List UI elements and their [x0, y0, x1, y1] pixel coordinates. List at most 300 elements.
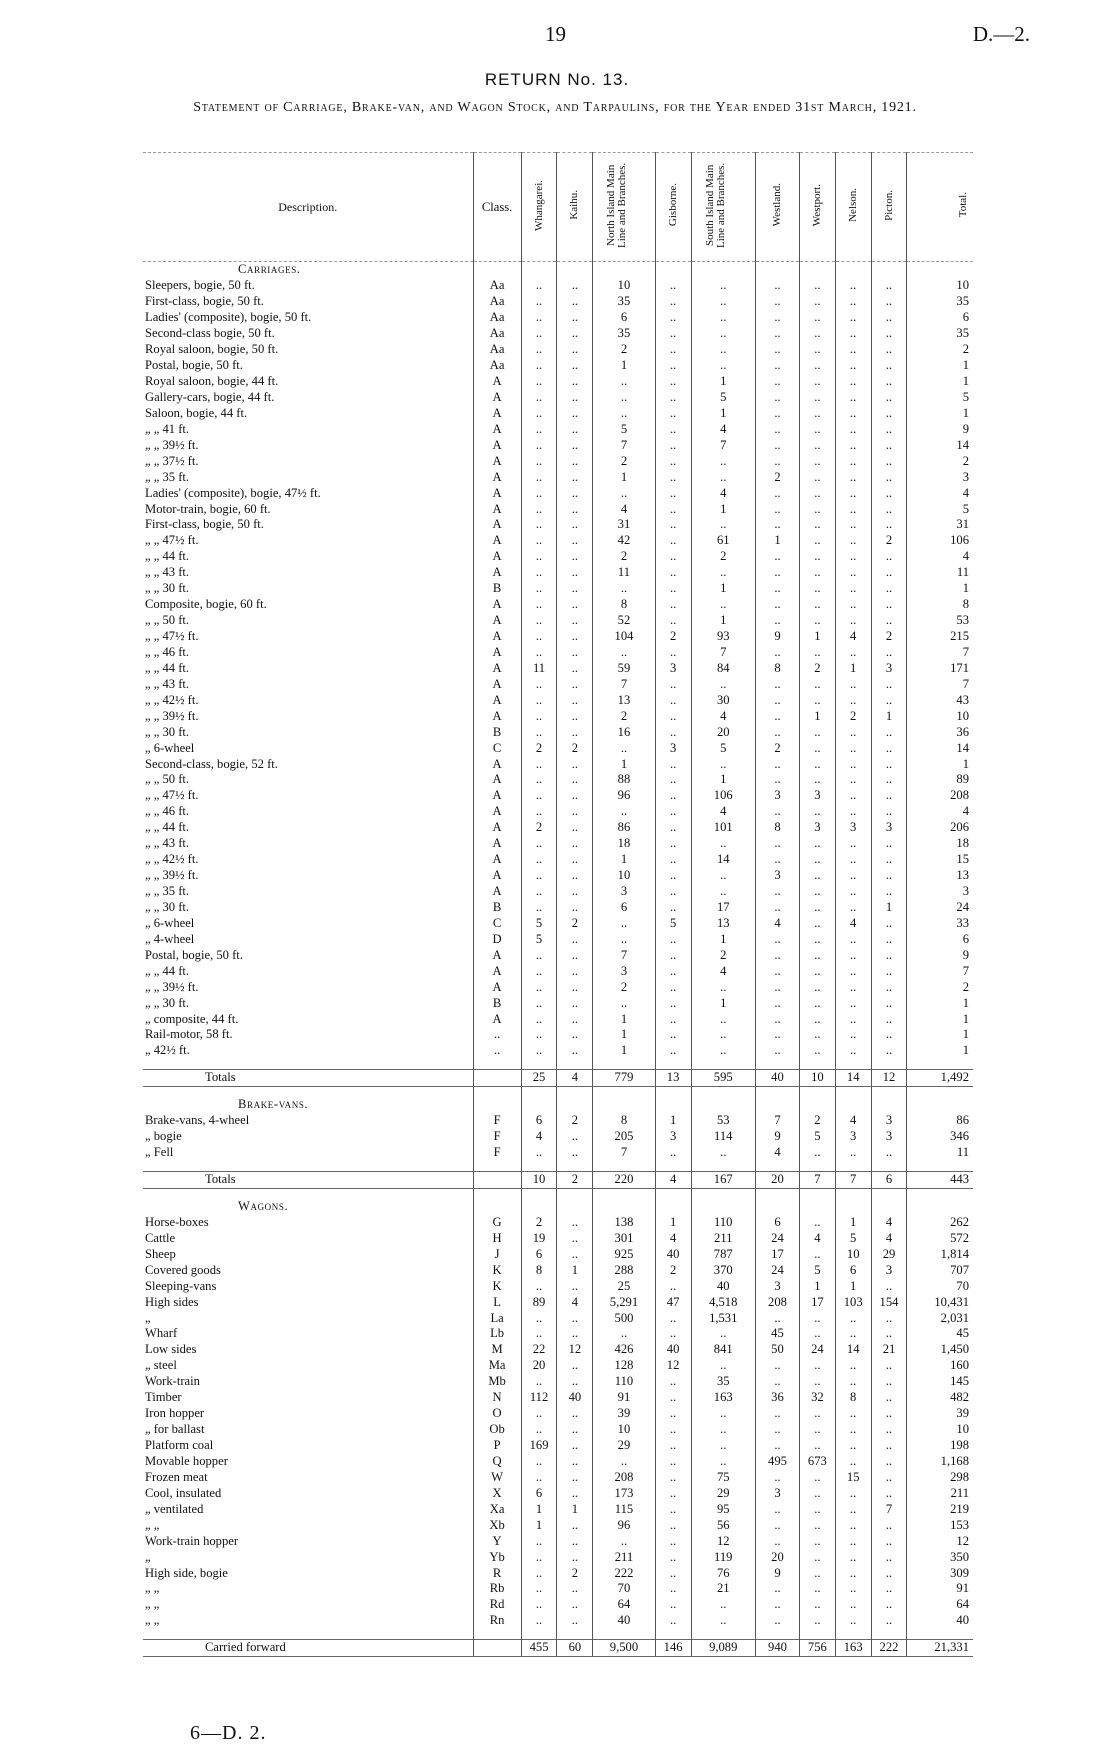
row-description: Horse-boxes: [145, 1214, 209, 1229]
row-value: 17: [799, 1294, 835, 1310]
row-value: 104: [593, 629, 655, 645]
table-row: [143, 485, 973, 501]
row-value: 3: [593, 963, 655, 979]
header-westport-label: Westport.: [810, 183, 823, 227]
row-value: ..: [557, 1129, 593, 1145]
row-value: ..: [593, 915, 655, 931]
totals-value: 7: [799, 1171, 835, 1188]
row-value: ..: [755, 1374, 799, 1390]
row-class: A: [473, 868, 521, 884]
totals-value: 4: [557, 1069, 593, 1086]
row-class: F: [473, 1113, 521, 1129]
row-value: ..: [557, 1145, 593, 1161]
row-value: ..: [557, 437, 593, 453]
row-value: 76: [691, 1565, 755, 1581]
row-value: 17: [755, 1246, 799, 1262]
empty-cell: [871, 1199, 907, 1215]
row-value: 35: [691, 1374, 755, 1390]
row-class: A: [473, 629, 521, 645]
empty-cell: [473, 1069, 521, 1086]
row-value: 88: [593, 772, 655, 788]
row-description: Work-train hopper: [145, 1533, 239, 1548]
row-value: 1: [593, 756, 655, 772]
row-value: ..: [521, 1027, 557, 1043]
row-description: „: [145, 1549, 151, 1564]
row-value: ..: [557, 1043, 593, 1059]
spacer-cell: [655, 1188, 691, 1199]
row-value: ..: [655, 1438, 691, 1454]
table-row: [143, 1501, 973, 1517]
row-description: „ „ 35 ft.: [145, 469, 190, 484]
empty-cell: [655, 1097, 691, 1113]
row-value: ..: [521, 485, 557, 501]
row-total: 1: [907, 358, 973, 374]
header-nelson: [835, 153, 871, 262]
row-value: 50: [755, 1342, 799, 1358]
row-value: ..: [799, 374, 835, 390]
row-value: 19: [521, 1230, 557, 1246]
totals-value: 222: [871, 1639, 907, 1656]
row-total: 1: [907, 581, 973, 597]
row-value: ..: [655, 565, 691, 581]
row-value: ..: [835, 788, 871, 804]
row-class: C: [473, 740, 521, 756]
row-class: Xa: [473, 1501, 521, 1517]
row-total: 1: [907, 405, 973, 421]
row-value: ..: [521, 517, 557, 533]
row-class: A: [473, 772, 521, 788]
row-value: 20: [691, 724, 755, 740]
empty-cell: [691, 1097, 755, 1113]
row-value: 7: [593, 947, 655, 963]
row-total: 1,814: [907, 1246, 973, 1262]
row-value: ..: [655, 1597, 691, 1613]
row-value: ..: [691, 884, 755, 900]
empty-cell: [521, 1097, 557, 1113]
row-value: ..: [755, 1613, 799, 1629]
row-value: 2: [655, 629, 691, 645]
row-value: 95: [691, 1501, 755, 1517]
spacer-cell: [799, 1188, 835, 1199]
spacer-row: [143, 1188, 973, 1199]
row-value: ..: [835, 1406, 871, 1422]
table-row: [143, 979, 973, 995]
row-total: 262: [907, 1214, 973, 1230]
row-value: 40: [593, 1613, 655, 1629]
row-value: 1: [521, 1501, 557, 1517]
row-description: „ „ 44 ft.: [145, 820, 190, 835]
row-value: ..: [755, 931, 799, 947]
spacer-cell: [593, 1629, 655, 1640]
row-value: 91: [593, 1390, 655, 1406]
table-row: [143, 565, 973, 581]
row-value: ..: [799, 613, 835, 629]
totals-label: Totals: [143, 1171, 473, 1188]
table-row: [143, 1406, 973, 1422]
row-value: 2: [557, 915, 593, 931]
row-value: ..: [557, 1438, 593, 1454]
row-value: ..: [691, 1326, 755, 1342]
row-value: ..: [521, 421, 557, 437]
row-class: A: [473, 374, 521, 390]
totals-value: 779: [593, 1069, 655, 1086]
row-total: 198: [907, 1438, 973, 1454]
row-value: ..: [835, 979, 871, 995]
row-value: 1: [835, 1278, 871, 1294]
row-value: ..: [557, 310, 593, 326]
row-description: Iron hopper: [145, 1406, 205, 1421]
row-value: ..: [755, 852, 799, 868]
row-value: ..: [835, 1565, 871, 1581]
totals-value: 25: [521, 1069, 557, 1086]
row-value: ..: [799, 1310, 835, 1326]
row-value: ..: [521, 437, 557, 453]
row-value: ..: [521, 868, 557, 884]
table-row: [143, 868, 973, 884]
spacer-cell: [473, 1059, 521, 1070]
row-value: ..: [655, 1043, 691, 1059]
row-value: ..: [521, 947, 557, 963]
row-value: 25: [593, 1278, 655, 1294]
row-class: F: [473, 1145, 521, 1161]
row-value: ..: [835, 645, 871, 661]
spacer-cell: [143, 1188, 473, 1199]
row-description: „ „ 47½ ft.: [145, 788, 199, 803]
row-value: ..: [755, 1406, 799, 1422]
row-value: ..: [755, 1422, 799, 1438]
spacer-cell: [691, 1629, 755, 1640]
row-value: 3: [755, 868, 799, 884]
row-value: ..: [835, 724, 871, 740]
row-value: ..: [521, 358, 557, 374]
table-row: [143, 629, 973, 645]
row-value: ..: [655, 979, 691, 995]
row-value: 17: [691, 900, 755, 916]
row-value: ..: [557, 405, 593, 421]
row-class: A: [473, 979, 521, 995]
row-value: 2: [755, 740, 799, 756]
table-row: [143, 613, 973, 629]
row-description: „ „ 46 ft.: [145, 644, 190, 659]
row-value: ..: [871, 278, 907, 294]
row-value: ..: [835, 804, 871, 820]
row-class: O: [473, 1406, 521, 1422]
totals-value: 220: [593, 1171, 655, 1188]
row-total: 8: [907, 597, 973, 613]
row-value: 4: [871, 1230, 907, 1246]
row-value: ..: [557, 613, 593, 629]
row-value: ..: [655, 278, 691, 294]
row-value: ..: [557, 852, 593, 868]
row-value: ..: [755, 1469, 799, 1485]
row-value: ..: [871, 915, 907, 931]
row-value: ..: [871, 1565, 907, 1581]
row-value: ..: [799, 1214, 835, 1230]
row-value: ..: [655, 549, 691, 565]
row-value: ..: [691, 1438, 755, 1454]
row-value: 21: [691, 1581, 755, 1597]
row-value: 2: [521, 820, 557, 836]
row-value: 1: [557, 1262, 593, 1278]
spacer-cell: [835, 1188, 871, 1199]
row-value: 1: [655, 1113, 691, 1129]
row-value: ..: [691, 676, 755, 692]
totals-value: 7: [835, 1171, 871, 1188]
row-value: ..: [755, 836, 799, 852]
spacer-cell: [557, 1161, 593, 1172]
row-value: ..: [799, 485, 835, 501]
row-value: 8: [755, 820, 799, 836]
row-value: ..: [835, 963, 871, 979]
spacer-cell: [593, 1059, 655, 1070]
row-description: First-class, bogie, 50 ft.: [145, 517, 264, 532]
row-class: A: [473, 708, 521, 724]
row-value: ..: [521, 390, 557, 406]
empty-cell: [799, 262, 835, 278]
table-row: [143, 1214, 973, 1230]
row-description: „ „ 47½ ft.: [145, 533, 199, 548]
row-value: 12: [691, 1533, 755, 1549]
row-value: ..: [799, 597, 835, 613]
row-value: ..: [521, 708, 557, 724]
row-value: 61: [691, 533, 755, 549]
header-total-label: Total.: [957, 192, 969, 218]
row-value: ..: [521, 597, 557, 613]
row-description: Second-class, bogie, 52 ft.: [145, 756, 278, 771]
row-value: ..: [557, 676, 593, 692]
row-value: ..: [799, 1043, 835, 1059]
row-class: Rd: [473, 1597, 521, 1613]
row-value: ..: [799, 756, 835, 772]
row-value: ..: [871, 947, 907, 963]
row-value: ..: [835, 326, 871, 342]
row-value: ..: [799, 390, 835, 406]
totals-value: 146: [655, 1639, 691, 1656]
row-value: 36: [755, 1390, 799, 1406]
table-row: [143, 358, 973, 374]
spacer-cell: [871, 1188, 907, 1199]
row-value: ..: [871, 1310, 907, 1326]
row-value: 1: [835, 660, 871, 676]
row-value: ..: [557, 708, 593, 724]
row-value: 2: [799, 1113, 835, 1129]
row-value: ..: [557, 995, 593, 1011]
row-class: B: [473, 995, 521, 1011]
row-value: 6: [835, 1262, 871, 1278]
row-value: 2: [799, 660, 835, 676]
totals-value: 9,089: [691, 1639, 755, 1656]
table-row: [143, 1485, 973, 1501]
row-class: A: [473, 645, 521, 661]
row-value: 4: [655, 1230, 691, 1246]
table-row: [143, 278, 973, 294]
row-value: 2: [521, 740, 557, 756]
row-description: First-class, bogie, 50 ft.: [145, 294, 264, 309]
row-value: ..: [691, 1597, 755, 1613]
table-row: [143, 884, 973, 900]
totals-value: 6: [871, 1171, 907, 1188]
row-value: ..: [655, 1027, 691, 1043]
row-value: ..: [871, 1374, 907, 1390]
row-value: 3: [799, 820, 835, 836]
row-description: „ bogie: [145, 1129, 182, 1144]
row-class: A: [473, 390, 521, 406]
row-description: „ Fell: [145, 1145, 174, 1160]
row-value: ..: [655, 326, 691, 342]
row-value: ..: [521, 1565, 557, 1581]
row-total: 11: [907, 1145, 973, 1161]
row-value: ..: [521, 1145, 557, 1161]
row-value: ..: [799, 772, 835, 788]
row-value: ..: [655, 1406, 691, 1422]
row-value: ..: [799, 947, 835, 963]
spacer-cell: [655, 1086, 691, 1097]
row-class: Aa: [473, 358, 521, 374]
row-total: 1: [907, 756, 973, 772]
row-value: ..: [655, 1469, 691, 1485]
row-class: Rn: [473, 1613, 521, 1629]
empty-cell: [755, 1097, 799, 1113]
row-value: ..: [871, 405, 907, 421]
table-row: [143, 1549, 973, 1565]
spacer-cell: [143, 1086, 473, 1097]
row-value: 84: [691, 660, 755, 676]
row-total: 206: [907, 820, 973, 836]
spacer-cell: [907, 1161, 973, 1172]
row-value: ..: [871, 772, 907, 788]
row-value: ..: [691, 1358, 755, 1374]
spacer-cell: [557, 1059, 593, 1070]
row-class: A: [473, 469, 521, 485]
row-value: ..: [557, 629, 593, 645]
row-class: N: [473, 1390, 521, 1406]
row-description: „ „ 39½ ft.: [145, 979, 199, 994]
row-value: ..: [871, 676, 907, 692]
row-value: ..: [557, 931, 593, 947]
row-value: ..: [799, 1613, 835, 1629]
row-value: ..: [835, 469, 871, 485]
row-value: ..: [557, 421, 593, 437]
row-value: ..: [835, 756, 871, 772]
row-value: 110: [691, 1214, 755, 1230]
row-value: ..: [799, 1517, 835, 1533]
row-value: ..: [871, 437, 907, 453]
row-value: 11: [521, 660, 557, 676]
row-value: ..: [871, 1438, 907, 1454]
row-value: ..: [557, 1597, 593, 1613]
row-value: ..: [521, 1310, 557, 1326]
row-class: A: [473, 852, 521, 868]
row-total: 153: [907, 1517, 973, 1533]
row-value: ..: [655, 676, 691, 692]
empty-cell: [691, 262, 755, 278]
row-class: A: [473, 692, 521, 708]
row-class: A: [473, 405, 521, 421]
empty-cell: [755, 262, 799, 278]
table-row: [143, 549, 973, 565]
row-value: ..: [557, 1549, 593, 1565]
spacer-cell: [799, 1059, 835, 1070]
row-value: ..: [521, 1278, 557, 1294]
row-value: ..: [799, 995, 835, 1011]
table-row: [143, 469, 973, 485]
empty-cell: [691, 1199, 755, 1215]
totals-value: 14: [835, 1069, 871, 1086]
totals-value: 20: [755, 1171, 799, 1188]
row-description: Postal, bogie, 50 ft.: [145, 947, 243, 962]
row-value: ..: [871, 1145, 907, 1161]
row-value: ..: [655, 374, 691, 390]
row-value: ..: [521, 342, 557, 358]
row-description: „ „: [145, 1581, 160, 1596]
table-row: [143, 1145, 973, 1161]
empty-cell: [835, 1199, 871, 1215]
row-value: ..: [871, 390, 907, 406]
row-value: 5: [521, 915, 557, 931]
row-value: ..: [691, 453, 755, 469]
row-value: 8: [521, 1262, 557, 1278]
row-value: 3: [871, 1129, 907, 1145]
row-total: 1: [907, 1043, 973, 1059]
table-row: [143, 421, 973, 437]
row-value: ..: [835, 517, 871, 533]
row-description: „ „ 30 ft.: [145, 995, 190, 1010]
row-class: Aa: [473, 294, 521, 310]
row-value: 3: [871, 1262, 907, 1278]
row-value: 18: [593, 836, 655, 852]
row-value: ..: [871, 485, 907, 501]
row-value: ..: [521, 804, 557, 820]
row-value: 70: [593, 1581, 655, 1597]
empty-cell: [835, 262, 871, 278]
row-value: 288: [593, 1262, 655, 1278]
row-value: 211: [593, 1549, 655, 1565]
row-value: ..: [557, 517, 593, 533]
row-value: ..: [871, 1027, 907, 1043]
row-value: ..: [835, 995, 871, 1011]
row-value: ..: [655, 533, 691, 549]
footer-signature: 6—D. 2.: [190, 1722, 267, 1744]
row-value: 5,291: [593, 1294, 655, 1310]
row-value: ..: [799, 1374, 835, 1390]
row-total: 86: [907, 1113, 973, 1129]
row-total: 160: [907, 1358, 973, 1374]
row-value: ..: [871, 963, 907, 979]
row-value: 211: [691, 1230, 755, 1246]
row-total: 171: [907, 660, 973, 676]
row-description: Platform coal: [145, 1438, 214, 1453]
row-value: ..: [755, 613, 799, 629]
row-value: ..: [521, 645, 557, 661]
table-row: [143, 1581, 973, 1597]
row-value: ..: [799, 1501, 835, 1517]
row-value: 6: [521, 1113, 557, 1129]
row-value: ..: [521, 629, 557, 645]
row-value: ..: [871, 1517, 907, 1533]
row-value: ..: [799, 724, 835, 740]
table-row: [143, 1438, 973, 1454]
row-value: ..: [835, 581, 871, 597]
row-value: ..: [871, 1469, 907, 1485]
table-row: [143, 501, 973, 517]
row-value: ..: [521, 326, 557, 342]
spacer-cell: [593, 1188, 655, 1199]
table-row: [143, 1533, 973, 1549]
row-value: ..: [835, 1043, 871, 1059]
table-row: [143, 931, 973, 947]
row-value: ..: [755, 1597, 799, 1613]
row-value: 2: [691, 947, 755, 963]
